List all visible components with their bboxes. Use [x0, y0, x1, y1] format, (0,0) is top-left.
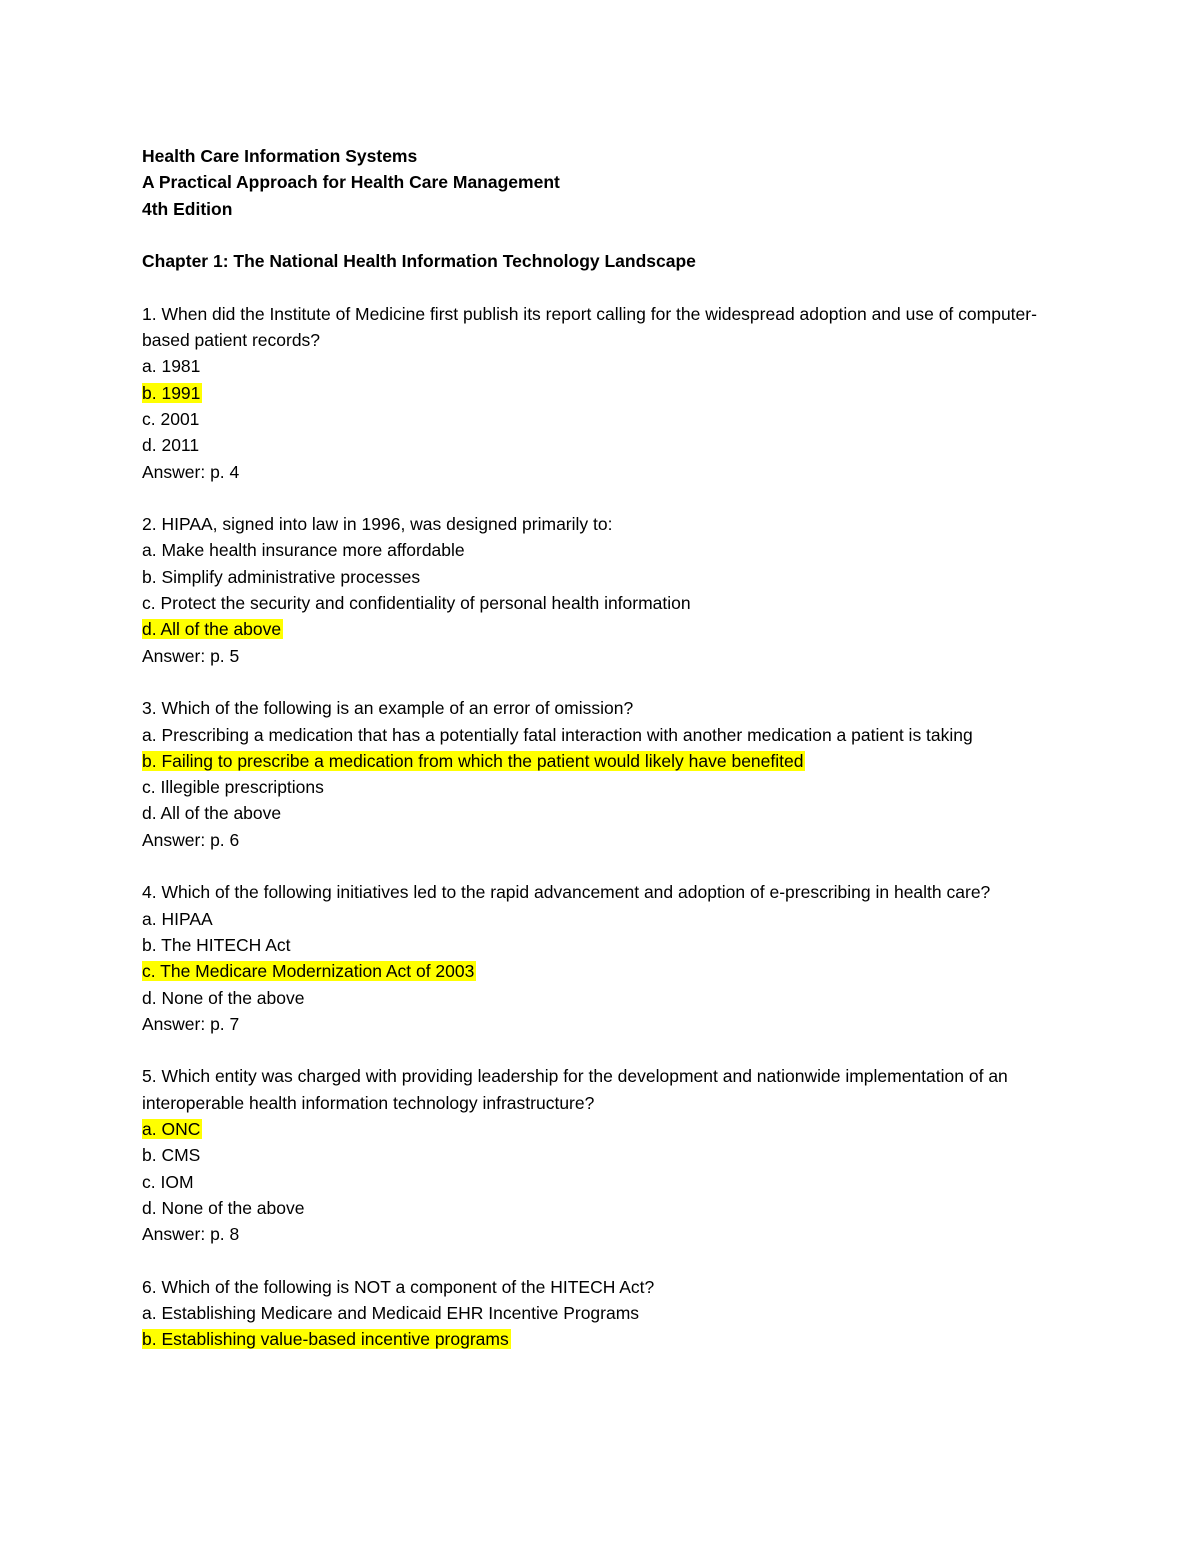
answer-option: c. IOM [142, 1171, 194, 1192]
question-block [142, 1274, 1082, 1353]
answer-option: b. The HITECH Act [142, 934, 291, 955]
answer-option: a. 1981 [142, 356, 201, 377]
question-text: 6. Which of the following is NOT a component of the HITECH Act? [142, 1276, 655, 1297]
spacer [142, 485, 1082, 511]
highlighted-answer: c. The Medicare Modernization Act of 2003 [142, 961, 475, 982]
answer-option: c. Protect the security and confidentiality of personal health information [142, 593, 691, 614]
question-text: 3. Which of the following is an example of an error of omission? [142, 698, 634, 719]
answer-page-reference: Answer: p. 7 [142, 1013, 240, 1034]
document-page [142, 143, 1082, 1353]
highlighted-answer: b. 1991 [142, 382, 201, 403]
answer-option: a. Prescribing a medication that has a potentially fatal interaction with another medication a patient is taking [142, 724, 973, 745]
question-text: 5. Which entity was charged with providing leadership for the development and nationwide implementation of an interoperable health information technology infrastructure? [142, 1066, 1008, 1113]
answer-page-reference: Answer: p. 4 [142, 461, 240, 482]
answer-option [142, 616, 1067, 642]
highlighted-answer: d. All of the above [142, 619, 282, 640]
book-edition: 4th Edition [142, 198, 233, 219]
answer-option: b. Simplify administrative processes [142, 566, 421, 587]
answer-option: a. Establishing Medicare and Medicaid EHR Incentive Programs [142, 1303, 640, 1324]
highlighted-answer: b. Establishing value-based incentive programs [142, 1329, 509, 1350]
question-block [142, 879, 1082, 1037]
book-title: Health Care Information Systems [142, 146, 418, 166]
answer-option: c. Illegible prescriptions [142, 777, 324, 798]
answer-page-reference: Answer: p. 6 [142, 829, 240, 850]
spacer [142, 1037, 1082, 1063]
question-block [142, 695, 1082, 853]
question-text: 2. HIPAA, signed into law in 1996, was designed primarily to: [142, 514, 613, 535]
answer-option [142, 380, 1067, 406]
question-list [142, 301, 1082, 1353]
answer-option [142, 958, 1067, 984]
highlighted-answer: b. Failing to prescribe a medication from which the patient would likely have benefited [142, 750, 804, 771]
question-block [142, 301, 1082, 485]
chapter-heading: Chapter 1: The National Health Information Technology Landscape [142, 251, 696, 272]
question-block [142, 1063, 1082, 1247]
answer-option: d. None of the above [142, 1197, 305, 1218]
book-subtitle: A Practical Approach for Health Care Management [142, 172, 560, 193]
highlighted-answer: a. ONC [142, 1118, 201, 1139]
answer-option: a. Make health insurance more affordable [142, 540, 465, 561]
answer-option: c. 2001 [142, 408, 200, 429]
answer-option [142, 1116, 1067, 1142]
question-block [142, 511, 1082, 669]
answer-page-reference: Answer: p. 5 [142, 645, 240, 666]
spacer [142, 853, 1082, 879]
spacer [142, 669, 1082, 695]
spacer [142, 1247, 1082, 1273]
answer-option: b. CMS [142, 1145, 201, 1166]
answer-option [142, 748, 1067, 774]
answer-option: a. HIPAA [142, 908, 213, 929]
answer-option: d. 2011 [142, 435, 200, 456]
question-text: 1. When did the Institute of Medicine first publish its report calling for the widespread adoption and use of computer-based patient records? [142, 303, 1037, 351]
spacer [142, 222, 1082, 248]
answer-option: d. None of the above [142, 987, 305, 1008]
answer-option [142, 1326, 1067, 1352]
answer-page-reference: Answer: p. 8 [142, 1224, 240, 1245]
question-text: 4. Which of the following initiatives led to the rapid advancement and adoption of e-prescribing in health care? [142, 882, 991, 903]
spacer [142, 274, 1082, 300]
answer-option: d. All of the above [142, 803, 282, 824]
